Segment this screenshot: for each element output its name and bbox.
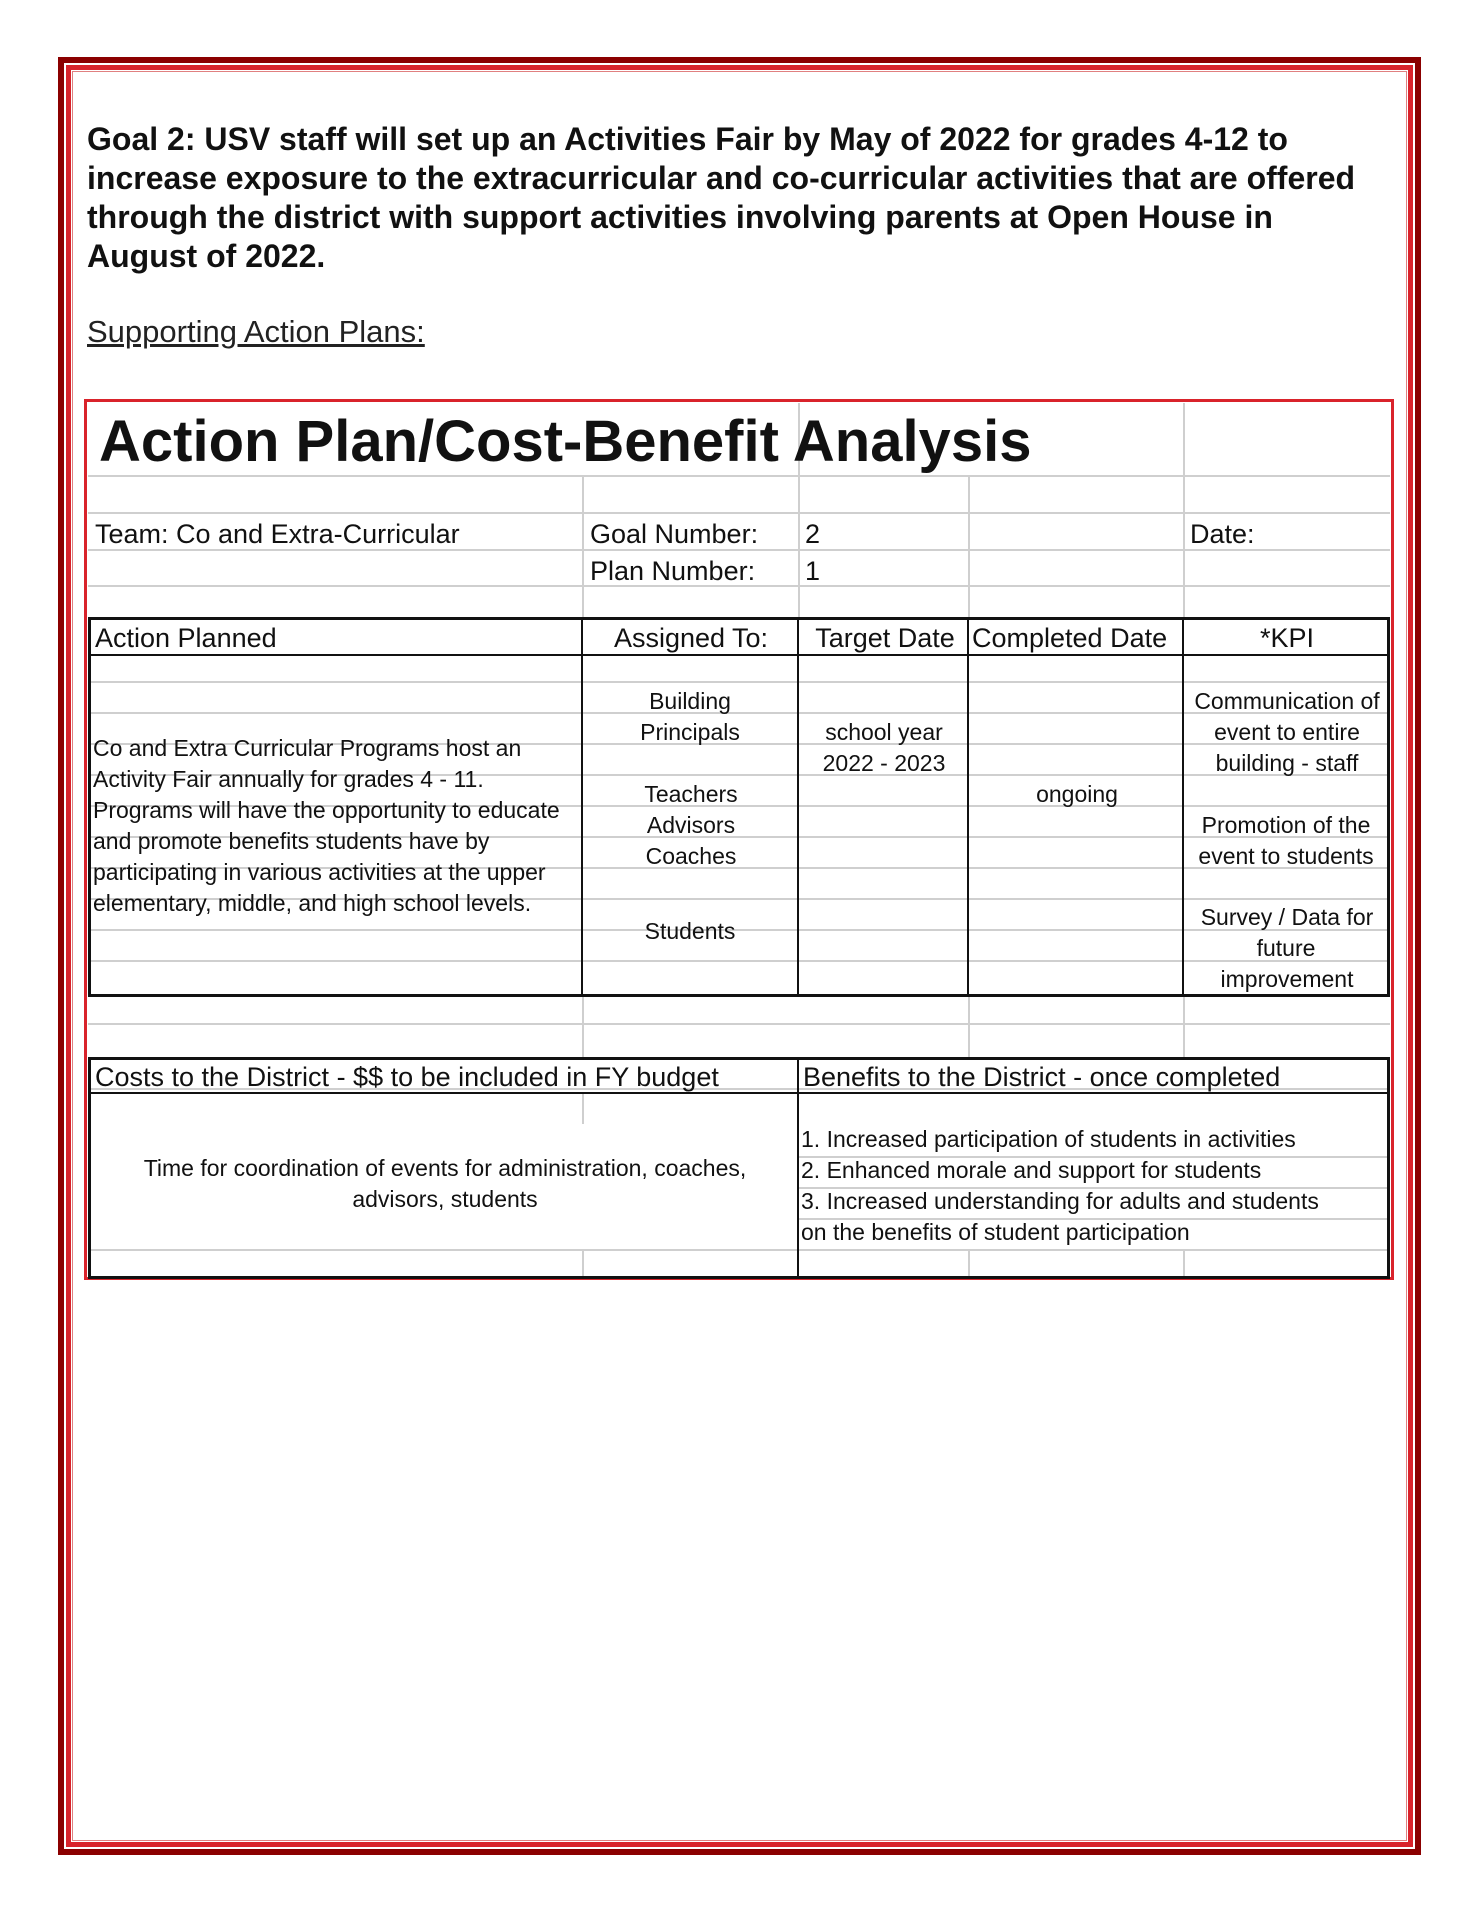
- date-label: Date:: [1190, 519, 1255, 549]
- action-line: Co and Extra Curricular Programs host an: [93, 735, 522, 761]
- action-line: participating in various activities at the upper: [93, 859, 546, 885]
- supporting-heading: Supporting Action Plans:: [87, 314, 425, 349]
- costs-line: advisors, students: [352, 1186, 538, 1212]
- costs-header: Costs to the District - $$ to be included in FY budget: [95, 1062, 719, 1092]
- kpi-line: improvement: [1220, 966, 1354, 992]
- kpi-line: Communication of: [1194, 688, 1380, 714]
- benefit-item: on the benefits of student participation: [801, 1219, 1190, 1245]
- target-date-line: school year: [825, 719, 943, 745]
- target-date-line: 2022 - 2023: [822, 750, 946, 776]
- goal-number-value: 2: [805, 519, 821, 549]
- header-kpi: *KPI: [1259, 623, 1315, 653]
- kpi-line: Survey / Data for: [1200, 904, 1374, 930]
- kpi-line: event to students: [1198, 843, 1374, 869]
- kpi-line: Promotion of the: [1201, 812, 1371, 838]
- header-action-planned: Action Planned: [95, 623, 277, 653]
- kpi-line: building - staff: [1215, 750, 1359, 776]
- action-line: Programs will have the opportunity to educate: [93, 797, 560, 823]
- benefits-header: Benefits to the District - once completed: [803, 1062, 1281, 1092]
- goal-statement: Goal 2: USV staff will set up an Activities Fair by May of 2022 for grades 4-12 to increase exposure to the extracurricular and co-curricular activities that are offered through the district with support activities involving parents at Open House in August of 2022.: [87, 121, 1356, 274]
- kpi-line: event to entire: [1214, 719, 1360, 745]
- header-assigned-to: Assigned To:: [613, 623, 769, 653]
- assigned-students: Students: [644, 918, 736, 944]
- header-completed-date: Completed Date: [972, 623, 1168, 653]
- kpi-line: future: [1256, 935, 1316, 961]
- assigned-coaches: Coaches: [645, 843, 737, 869]
- assigned-building: Building: [649, 688, 731, 714]
- benefit-item: 1. Increased participation of students in activities: [801, 1126, 1296, 1152]
- assigned-teachers: Teachers: [644, 781, 738, 807]
- assigned-advisors: Advisors: [646, 812, 736, 838]
- costs-line: Time for coordination of events for administration, coaches,: [143, 1155, 747, 1181]
- sheet-title: Action Plan/Cost-Benefit Analysis: [99, 409, 1032, 474]
- action-line: and promote benefits students have by: [93, 828, 490, 854]
- goal-number-label: Goal Number:: [590, 519, 759, 549]
- action-line: Activity Fair annually for grades 4 - 11.: [93, 766, 484, 792]
- assigned-principals: Principals: [640, 719, 740, 745]
- team-label: Team: Co and Extra-Curricular: [95, 519, 460, 549]
- header-target-date: Target Date: [815, 623, 955, 653]
- action-line: elementary, middle, and high school levels.: [93, 890, 532, 916]
- completed-status: ongoing: [1036, 781, 1118, 807]
- benefit-item: 2. Enhanced morale and support for students: [801, 1157, 1262, 1183]
- benefit-item: 3. Increased understanding for adults and students: [801, 1188, 1319, 1214]
- plan-number-value: 1: [805, 556, 821, 586]
- plan-number-label: Plan Number:: [590, 556, 756, 586]
